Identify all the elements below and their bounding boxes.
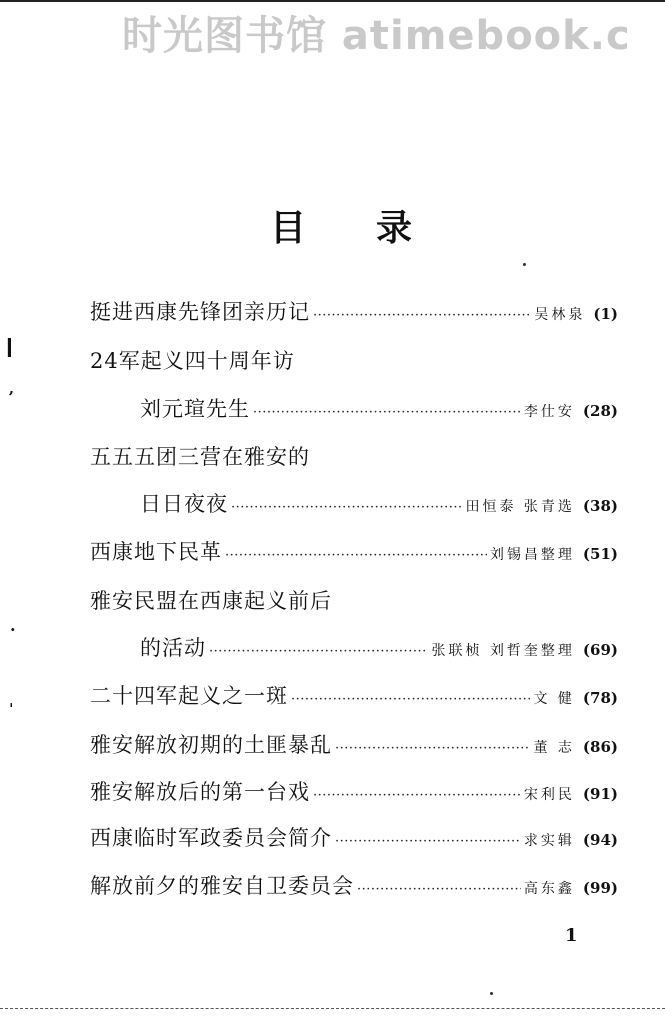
toc-entry-title: 挺进西康先锋团亲历记 [90,300,310,324]
toc-entry-title: 解放前夕的雅安自卫委员会 [90,874,354,898]
dot-leader [291,692,530,707]
dot-leader [357,882,521,897]
toc-entry-page: (1) [593,305,618,323]
toc-entry-page: (86) [582,738,618,756]
toc-entry-author: 董 志 [533,740,575,756]
toc-entry-author: 李仕安 [523,404,575,420]
toc-entry-page: (51) [582,545,618,563]
dot-leader [225,548,487,563]
dot-leader [335,834,521,849]
watermark: 时光图书馆 atimebook.c [122,13,631,59]
scan-artifact-mark: ʼ [8,388,14,407]
toc-entry-continuation[interactable] [140,489,618,519]
scan-speck [523,263,526,266]
toc-entry-page: (78) [582,689,618,707]
scan-artifact-mark: ˈ [9,700,14,719]
toc-entry-page: (28) [582,402,618,420]
toc-entry-title: 西康临时军政委员会简介 [90,826,332,850]
toc-entry-author: 田恒泰 张青选 [465,499,575,515]
top-border-line [0,0,665,2]
bottom-border-line [0,1008,665,1009]
toc-entry-title: 五五五团三营在雅安的 [90,445,310,469]
toc-entry-page: (69) [582,641,618,659]
toc-entry-author: 张联桢 刘哲奎整理 [431,643,575,659]
dot-leader [209,644,428,659]
toc-entry-author: 吴林泉 [534,307,586,323]
toc-entry-author: 刘锡昌整理 [489,547,575,563]
toc-entry-title-continuation: 的活动 [140,636,206,660]
toc-entry[interactable] [90,537,618,567]
toc-entry[interactable] [90,442,618,472]
toc-entry[interactable] [90,730,618,760]
toc-entry-title: 二十四军起义之一斑 [90,684,288,708]
page-number: 1 [565,925,578,946]
toc-entry-continuation[interactable] [140,633,618,663]
toc-entry[interactable] [90,681,618,711]
toc-entry[interactable] [90,586,618,616]
toc-entry-title: 雅安民盟在西康起义前后 [90,589,332,613]
toc-entry-page: (38) [582,497,618,515]
toc-entry-author: 高东鑫 [523,881,575,897]
dot-leader [335,741,530,756]
scan-artifact-mark: · [10,620,16,639]
toc-entry-title: 西康地下民革 [90,540,222,564]
toc-entry[interactable] [90,871,618,901]
toc-entry-author: 求实辑 [523,833,575,849]
toc-entry-title: 雅安解放初期的土匪暴乱 [90,733,332,757]
toc-entry-title-continuation: 刘元瑄先生 [140,397,250,421]
toc-entry-title: 24军起义四十周年访 [90,349,295,373]
dot-leader [231,500,462,515]
toc-entry-title-continuation: 日日夜夜 [140,492,228,516]
page-title: 目录 [270,208,483,249]
toc-entry-author: 文 健 [533,691,575,707]
dot-leader [313,788,521,803]
toc-entry-continuation[interactable] [140,394,618,424]
toc-entry-author: 宋利民 [523,787,575,803]
toc-entry-page: (91) [582,785,618,803]
dot-leader [253,405,521,420]
dot-leader [313,308,531,323]
toc-entry[interactable] [90,777,618,807]
toc-entry[interactable] [90,346,618,376]
toc-entry[interactable] [90,297,618,327]
toc-entry-page: (99) [582,879,618,897]
toc-entry-page: (94) [582,831,618,849]
toc-entry-title: 雅安解放后的第一台戏 [90,780,310,804]
toc-entry[interactable] [90,823,618,853]
scan-speck [490,992,493,995]
scan-artifact-mark: ▎ [8,338,21,357]
